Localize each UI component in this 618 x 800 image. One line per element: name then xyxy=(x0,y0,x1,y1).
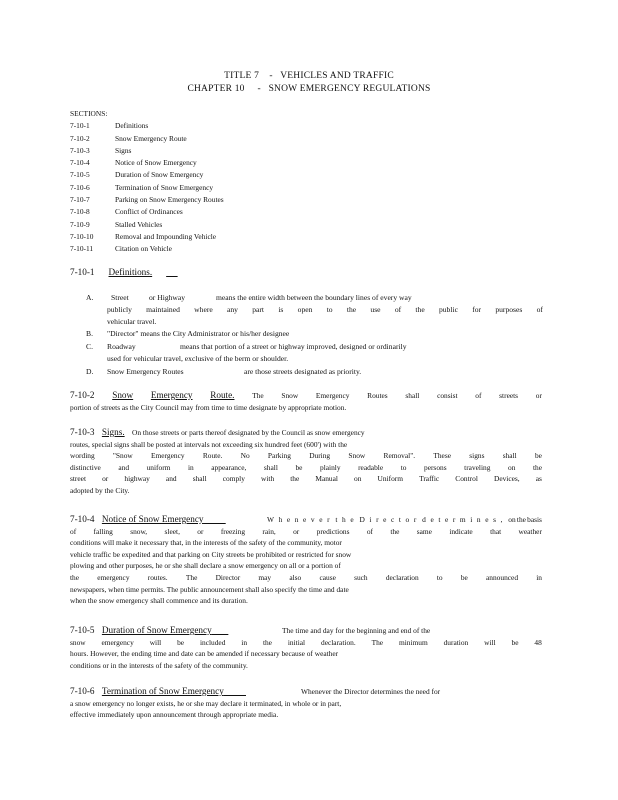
section-4-line6: the emergency routes. The Director may also cause such declaration to be announced in xyxy=(70,572,542,582)
toc-item: 7-10-8 Conflict of Ordinances xyxy=(70,207,183,217)
toc-item: 7-10-10 Removal and Impounding Vehicle xyxy=(70,231,217,241)
section-5-line1: 7-10-5 Duration of Snow Emergency The time and day for the beginning and end of the xyxy=(70,625,431,635)
section-4-line2: of falling snow, sleet, or freezing rain, or predictions of the same indicate that weather xyxy=(70,526,542,536)
section-4-line1: 7-10-4 Notice of Snow Emergency Whenever the Director determines, on the basis xyxy=(70,514,542,524)
section-duration-of-snow-emergency xyxy=(70,625,542,671)
section-3-line1: 7-10-3 Signs. On those streets or parts thereof designated by the Council as snow emergency xyxy=(70,427,365,437)
section-3-line2: routes, special signs shall be posted at intervals not exceeding six hundred feet (600') with the xyxy=(70,439,348,449)
toc-item: 7-10-2 Snow Emergency Route xyxy=(70,133,187,143)
section-termination-of-snow-emergency xyxy=(70,686,542,721)
toc-item: 7-10-3 Signs xyxy=(70,145,132,155)
section-notice-of-snow-emergency xyxy=(70,514,542,607)
section-snow-emergency-route xyxy=(70,390,542,413)
toc-item: 7-10-5 Duration of Snow Emergency xyxy=(70,170,204,180)
section-6-line3: effective immediately upon announcement through appropriate media. xyxy=(70,710,279,720)
definition-a-line2: publicly maintained where any part is open to the use of the public for purposes of xyxy=(107,305,543,314)
toc-item: 7-10-7 Parking on Snow Emergency Routes xyxy=(70,195,224,205)
section-4-line7: newspapers, when time permits. The public announcement shall also specify the time and date xyxy=(70,584,349,594)
section-4-line5: plowing and other purposes, he or she shall declare a snow emergency on all or a portion of xyxy=(70,561,341,571)
toc-item: 7-10-4 Notice of Snow Emergency xyxy=(70,158,197,168)
section-signs xyxy=(70,427,542,497)
sections-list xyxy=(70,108,224,256)
toc-item: 7-10-1 Definitions xyxy=(70,121,149,131)
section-3-line3: wording "Snow Emergency Route. No Parking During Snow Removal". These signs shall be xyxy=(70,451,542,461)
section-5-line4: conditions or in the interests of the safety of the community. xyxy=(70,660,248,670)
document-page: TITLE 7 - VEHICLES AND TRAFFIC CHAPTER 10 - SNOW EMERGENCY REGULATIONS SECTIONS: 7-10-1 Definitions 7-10-2 Snow Emergency Route 7-10-3 Signs 7-10-4 Notice of Snow Emergency 7-10-5 Duration of Snow Emergency 7-10-6 Termination of Snow Emergency 7-10-7 Parking on Snow Emergency Routes 7-10-8 Conflict of Ordinances 7-10-9 Stalled Vehicles 7-10-10 Removal and Impounding Vehicle 7-10-11 Citation on Vehicle 7-10-1 Definitions. A. Street or Highway means the entire width between the boundary lines of every way publicly maintained where any part is open to the use of the public for purposes of vehicular travel. B. "Director" means the City Administrator or his/her designee C. Roadway means that portion of a street or highway improved, designed or ordinarily used for vehicular travel, exclusive of the berm or shoulder. D. Snow Emergency Routes are those streets designated as priority. 7-10-2 Snow Emergency Route. The Snow Emergency Routes shall consist of streets or portion of streets as the City Council may from time to time designate by appropriate motion. 7-10-3 Signs. On those streets or parts thereof designated by the Council as snow emergency routes, special signs shall be posted at intervals not exceeding six hundred feet (600') with the wording "Snow Emergency Route. No Parking During Snow Removal". These signs shall be distinctive and uniform in appearance, shall be plainly readable to persons traveling on the street or highway and shall comply with the Manual on Uniform Traffic Control Devices, as adopted by the City. 7-10-4 Notice of Snow Emergency Whenever the Director determines, on the basis of falling snow, sleet, or freezing rain, or predictions of the same indicate that weather conditions will make it necessary that, in the interests of the safety of the community, motor vehicle traffic be expedited and that parking on City streets be prohibited or restricted for snow plowing and other purposes, he or she shall declare a snow emergency on all or a portion of the emergency routes. The Director may also cause such declaration to be announced in newspapers, when time permits. The public announcement shall also specify the time and date when the snow emergency shall commence and its duration. 7-10-5 Duration of Snow Emergency The time and day for the beginning and end of the snow emergency will be included in the initial declaration. The minimum duration will be 48 hours. However, the ending time and date can be amended if necessary because of weather conditions or in the interests of the safety of the community. 7-10-6 Termination of Snow Emergency Whenever the Director determines the need for a snow emergency no longer exists, he or she may declare it terminated, in whole or in part, effective immediately upon announcement through appropriate media. xyxy=(0,0,618,800)
section-4-line4: vehicle traffic be expedited and that parking on City streets be prohibited or restricted for snow xyxy=(70,549,352,559)
section-6-line1: 7-10-6 Termination of Snow Emergency Whenever the Director determines the need for xyxy=(70,686,441,696)
section-4-line3: conditions will make it necessary that, in the interests of the safety of the community, motor xyxy=(70,538,342,548)
section-4-line8: when the snow emergency shall commence and its duration. xyxy=(70,596,248,606)
document-title: TITLE 7 - VEHICLES AND TRAFFIC xyxy=(224,71,394,81)
section-6-line2: a snow emergency no longer exists, he or she may declare it terminated, in whole or in part, xyxy=(70,698,342,708)
sections-label: SECTIONS: xyxy=(70,109,108,118)
section-2-line1: 7-10-2 Snow Emergency Route. The Snow Emergency Routes shall consist of streets or xyxy=(70,390,542,400)
section-3-line6: adopted by the City. xyxy=(70,485,130,495)
section-3-line4: distinctive and uniform in appearance, shall be plainly readable to persons traveling on the xyxy=(70,462,542,472)
section-3-line5: street or highway and shall comply with the Manual on Uniform Traffic Control Devices, as xyxy=(70,474,542,484)
chapter-title: CHAPTER 10 - SNOW EMERGENCY REGULATIONS xyxy=(187,84,431,94)
toc-item: 7-10-11 Citation on Vehicle xyxy=(70,244,172,254)
section-2-line2: portion of streets as the City Council may from time to time designate by appropriate motion. xyxy=(70,402,347,412)
section-5-line3: hours. However, the ending time and date can be amended if necessary because of weather xyxy=(70,649,339,659)
toc-item: 7-10-6 Termination of Snow Emergency xyxy=(70,182,214,192)
section-5-line2: snow emergency will be included in the initial declaration. The minimum duration will be 48 xyxy=(70,637,542,647)
toc-item: 7-10-9 Stalled Vehicles xyxy=(70,219,163,229)
section-heading-definitions: 7-10-1 Definitions. xyxy=(70,267,153,277)
